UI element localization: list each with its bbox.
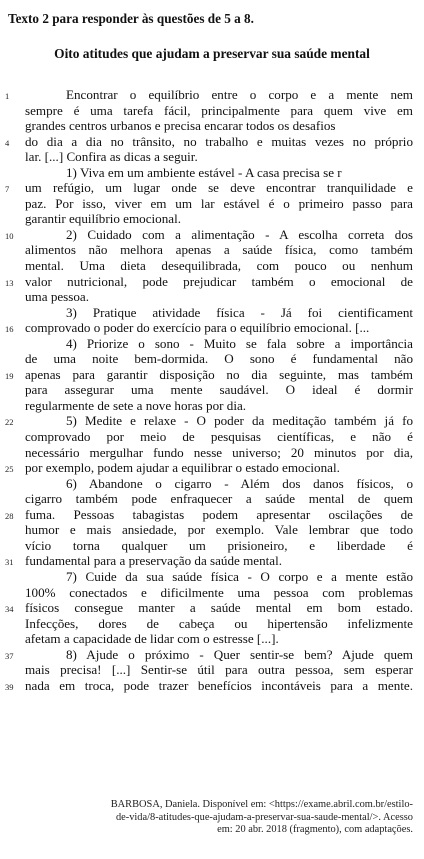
text-line — [0, 522, 424, 538]
text-line — [0, 413, 424, 429]
text-line — [0, 600, 424, 616]
text-line — [0, 196, 424, 212]
text-line — [0, 165, 424, 181]
text-line — [0, 460, 424, 476]
text-line — [0, 320, 424, 336]
text-line — [0, 398, 424, 414]
text-line — [0, 367, 424, 383]
line-text: afetam a capacidade de lidar com o estresse [...]. — [25, 631, 279, 647]
text-line — [0, 274, 424, 290]
text-line — [0, 227, 424, 243]
line-text: comprovado o poder do exercício para o equilíbrio emocional. [... — [25, 320, 370, 336]
text-line — [0, 134, 424, 150]
line-text: garantir equilíbrio emocional. — [25, 211, 181, 227]
line-text: Encontrar o equilíbrio entre o corpo e a mente nem — [66, 87, 413, 102]
text-line — [0, 569, 424, 585]
text-line — [0, 678, 424, 694]
line-text: físicos consegue manter a saúde mental em bom estado. — [25, 600, 413, 616]
text-line — [0, 305, 424, 321]
line-text: fundamental para a preservação da saúde mental. — [25, 553, 283, 569]
line-text: lar. [...] Confira as dicas a seguir. — [25, 149, 198, 165]
text-line — [0, 336, 424, 352]
citation-line: de-vida/8-atitudes-que-ajudam-a-preservar-sua-saude-mental/>. Acesso — [115, 811, 413, 823]
text-line — [0, 103, 424, 119]
line-number: 1 — [5, 91, 10, 101]
question-instruction: Texto 2 para responder às questões de 5 a 8. — [8, 11, 254, 26]
line-text: nada em troca, pode trazer benefícios incontáveis para a mente. — [25, 677, 413, 693]
text-body — [0, 87, 424, 693]
text-line — [0, 149, 424, 165]
line-number: 7 — [5, 184, 10, 195]
line-text: 3) Pratique atividade física - Já foi cientificament — [66, 304, 413, 320]
line-number: 4 — [5, 137, 10, 148]
text-line — [0, 118, 424, 134]
line-text: por exemplo, podem ajudar a equilibrar o estado emocional. — [25, 460, 340, 476]
line-text: 8) Ajude o próximo - Quer sentir-se bem? Ajude quem — [66, 646, 413, 662]
line-text: vício torna qualquer um prisioneiro, e liberdade é — [25, 537, 413, 553]
text-line — [0, 476, 424, 492]
line-number: 19 — [5, 370, 14, 381]
line-text: grandes centros urbanos e precisa encarar todos os desafios — [25, 118, 336, 134]
text-line — [0, 445, 424, 461]
text-line — [0, 538, 424, 554]
text-line — [0, 242, 424, 258]
citation-line: em: 20 abr. 2018 (fragmento), com adaptações. — [217, 824, 413, 836]
text-line — [0, 631, 424, 647]
text-line — [0, 258, 424, 274]
text-line — [0, 289, 424, 305]
line-number: 25 — [5, 464, 14, 475]
line-number: 13 — [5, 277, 14, 288]
line-text: Infecções, dores de cabeça ou hipertensão infelizmente — [25, 615, 413, 631]
line-text: 7) Cuide da sua saúde física - O corpo e a mente estão — [66, 568, 413, 584]
line-text: mais precisa! [...] Sentir-se útil para outra pessoa, sem esperar — [25, 662, 413, 678]
line-text: valor nutricional, pode prejudicar também o emocional de — [25, 273, 413, 289]
text-line — [0, 87, 424, 103]
line-text: alimentos não melhora apenas a saúde física, como também — [25, 242, 413, 258]
line-text: apenas para garantir disposição no dia seguinte, mas também — [25, 366, 413, 382]
text-title: Oito atitudes que ajudam a preservar sua saúde mental — [54, 46, 370, 61]
line-text: sempre é uma tarefa fácil, principalmente para quem vive em — [25, 102, 413, 118]
text-line — [0, 351, 424, 367]
text-line — [0, 616, 424, 632]
line-number: 34 — [5, 604, 14, 615]
source-citation — [13, 799, 413, 837]
line-number: 22 — [5, 417, 14, 428]
line-number: 16 — [5, 324, 14, 335]
text-line — [0, 553, 424, 569]
citation-line: BARBOSA, Daniela. Disponível em: <https://exame.abril.com.br/estilo- — [110, 799, 413, 810]
text-line — [0, 180, 424, 196]
text-line — [0, 585, 424, 601]
line-text: fuma. Pessoas tabagistas podem apresentar oscilações de — [25, 506, 413, 522]
line-text: 6) Abandone o cigarro - Além dos danos físicos, o — [66, 475, 413, 491]
line-text: um refúgio, um lugar onde se deve encontrar tranquilidade e — [25, 180, 413, 196]
line-text: 4) Priorize o sono - Muito se fala sobre a importância — [66, 335, 413, 351]
line-text: 2) Cuidado com a alimentação - A escolha correta dos — [66, 226, 413, 242]
line-number: 28 — [5, 510, 14, 521]
line-text: necessário mergulhar fundo nesse universo; 20 minutos por dia, — [25, 444, 413, 460]
text-line — [0, 491, 424, 507]
line-text: 5) Medite e relaxe - O poder da meditação também já fo — [66, 413, 413, 429]
line-text: cigarro também pode enfraquecer a saúde mental de quem — [25, 491, 413, 507]
line-text: de uma noite bem-dormida. O sono é fundamental não — [25, 351, 413, 367]
line-text: regularmente de sete a nove horas por dia. — [25, 397, 247, 413]
line-text: comprovado por meio de pesquisas científicas, e não é — [25, 429, 413, 445]
text-line — [0, 211, 424, 227]
line-number: 39 — [5, 681, 14, 692]
line-text: mental. Uma dieta desequilibrada, com pouco ou nenhum — [25, 258, 413, 274]
line-text: paz. Por isso, viver em um lar estável é o primeiro passo para — [25, 195, 413, 211]
text-line — [0, 382, 424, 398]
text-line — [0, 507, 424, 523]
line-text: humor e mais ansiedade, por exemplo. Vale lembrar que todo — [25, 522, 413, 538]
line-number: 10 — [5, 230, 14, 241]
text-line — [0, 662, 424, 678]
line-text: 100% conectados e dificilmente uma pessoa com problemas — [25, 584, 413, 600]
text-line — [0, 647, 424, 663]
line-text: 1) Viva em um ambiente estável - A casa precisa se r — [66, 164, 342, 180]
line-number: 37 — [5, 650, 14, 661]
line-text: uma pessoa. — [25, 289, 89, 305]
text-line — [0, 429, 424, 445]
line-number: 31 — [5, 557, 14, 568]
line-text: do dia a dia no trânsito, no trabalho e muitas vezes no próprio — [25, 133, 413, 149]
line-text: para assegurar uma mente saudável. O ideal é dormir — [25, 382, 413, 398]
